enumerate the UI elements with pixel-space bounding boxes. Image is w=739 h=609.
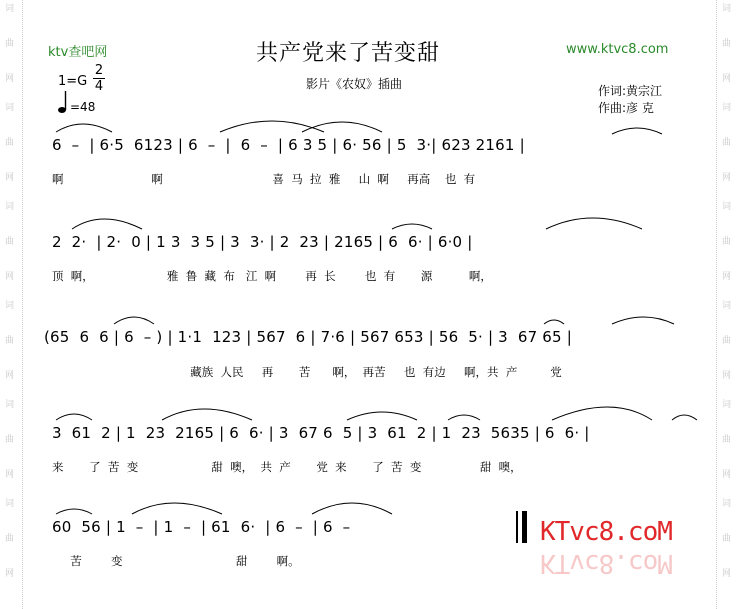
notation-row: 6 – | 6·5 6123 | 6 – | 6 – | 6 3 5 | 6· 56 | 5 3·| 623 2161 | xyxy=(52,136,525,154)
watermark-glyph: 词 xyxy=(5,301,15,311)
watermark-glyph: 网 xyxy=(722,272,732,282)
watermark-glyph: 网 xyxy=(722,470,732,480)
slur-marks xyxy=(44,310,704,330)
watermark-glyph: 词 xyxy=(722,400,732,410)
watermark-glyph: 网 xyxy=(5,74,15,84)
quarter-note-icon xyxy=(58,90,68,114)
lyric-row: 来 了 苦 变 甜 噢， 共 产 党 来 了 苦 变 甜 噢， xyxy=(52,460,522,474)
watermark-glyph: 词 xyxy=(722,103,732,113)
watermark-glyph: 网 xyxy=(722,371,732,381)
site-logo-reflection: KTvc8.coM xyxy=(540,548,672,578)
watermark-glyph: 网 xyxy=(5,272,15,282)
final-barline xyxy=(516,511,536,543)
site-name-left: ktv查吧网 xyxy=(48,45,108,60)
watermark-glyph: 网 xyxy=(722,74,732,84)
notation-row: 60 56 | 1 – | 1 – | 61 6· | 6 – | 6 – xyxy=(52,518,351,536)
tempo-marking: =48 xyxy=(70,100,96,114)
watermark-glyph: 网 xyxy=(5,470,15,480)
notation-row: 3 61 2 | 1 23 2165 | 6 6· | 3 67 6 5 | 3 61 2 | 1 23 5635 | 6 6· | xyxy=(52,424,590,442)
key-signature: 1=G xyxy=(58,74,88,89)
watermark-glyph: 词 xyxy=(722,4,732,14)
time-signature-bottom: 4 xyxy=(94,79,104,94)
site-logo: KTvc8.coM xyxy=(540,517,672,547)
watermark-glyph: 词 xyxy=(5,499,15,509)
slur-marks xyxy=(52,215,702,235)
slur-marks xyxy=(52,404,702,426)
watermark-glyph: 网 xyxy=(5,371,15,381)
watermark-glyph: 曲 xyxy=(722,138,732,148)
song-subtitle: 影片《农奴》插曲 xyxy=(306,77,403,91)
site-url-right: www.ktvc8.com xyxy=(566,42,669,57)
lyric-row: 藏族 人民 再 苦 啊， 再苦 也 有边 啊，共 产 党 xyxy=(44,365,562,379)
watermark-glyph: 网 xyxy=(5,569,15,579)
time-signature-top: 2 xyxy=(94,63,104,78)
watermark-glyph: 曲 xyxy=(5,336,15,346)
watermark-glyph: 词 xyxy=(722,301,732,311)
watermark-glyph: 词 xyxy=(722,202,732,212)
notation-row: (65 6 6 | 6 – ) | 1·1 123 | 567 6 | 7·6 | 567 653 | 56 5· | 3 67 65 | xyxy=(44,328,573,346)
watermark-glyph: 词 xyxy=(5,103,15,113)
watermark-glyph: 网 xyxy=(722,569,732,579)
watermark-glyph: 曲 xyxy=(5,435,15,445)
watermark-glyph: 曲 xyxy=(722,534,732,544)
lyric-row: 啊 啊 喜 马 拉 雅 山 啊 再高 也 有 xyxy=(52,172,476,186)
slur-marks xyxy=(52,122,702,142)
watermark-glyph: 曲 xyxy=(722,336,732,346)
slur-marks xyxy=(52,498,522,520)
watermark-glyph: 词 xyxy=(5,4,15,14)
watermark-glyph: 网 xyxy=(722,173,732,183)
lyric-row: 苦 变 甜 啊。 xyxy=(52,554,300,568)
watermark-glyph: 曲 xyxy=(5,237,15,247)
watermark-glyph: 曲 xyxy=(722,39,732,49)
watermark-glyph: 词 xyxy=(722,499,732,509)
watermark-glyph: 词 xyxy=(5,202,15,212)
watermark-glyph: 曲 xyxy=(5,138,15,148)
notation-row: 2 2· | 2· 0 | 1 3 3 5 | 3 3· | 2 23 | 2165 | 6 6· | 6·0 | xyxy=(52,233,473,251)
watermark-glyph: 网 xyxy=(5,173,15,183)
lyric-row: 顶 啊， 雅 鲁 藏 布 江 啊 再 长 也 有 源 啊， xyxy=(52,269,492,283)
time-signature xyxy=(93,64,105,93)
watermark-glyph: 曲 xyxy=(722,237,732,247)
watermark-glyph: 词 xyxy=(5,400,15,410)
watermark-glyph: 曲 xyxy=(5,39,15,49)
lyricist-credit: 作词:黄宗江 xyxy=(598,84,663,98)
right-watermark-column xyxy=(716,0,739,609)
watermark-glyph: 曲 xyxy=(5,534,15,544)
composer-credit: 作曲:彦 克 xyxy=(598,101,654,115)
watermark-glyph: 曲 xyxy=(722,435,732,445)
left-watermark-column xyxy=(0,0,23,609)
song-title: 共产党来了苦变甜 xyxy=(256,41,441,66)
